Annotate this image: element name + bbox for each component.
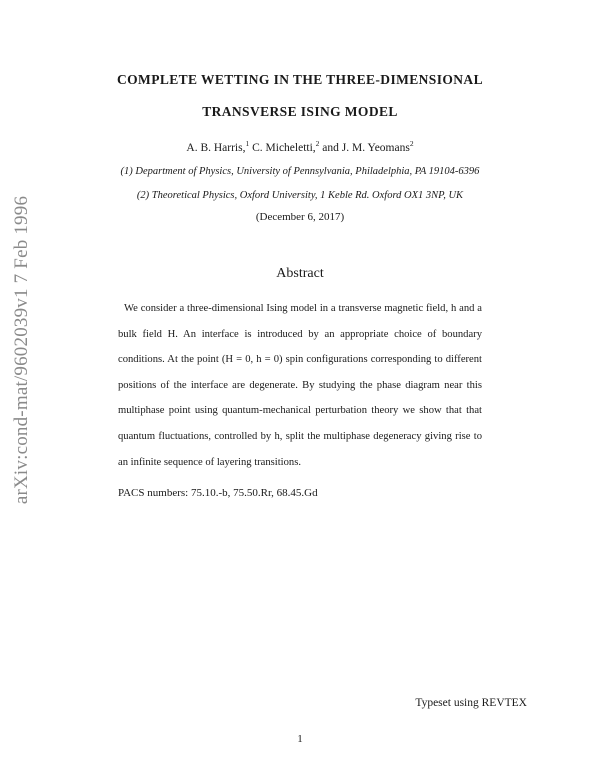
- affiliation-1: (1) Department of Physics, University of Pennsylvania, Philadelphia, PA 19104-6396: [120, 166, 480, 177]
- author-1: A. B. Harris,: [186, 141, 246, 154]
- author-2: C. Micheletti,: [249, 141, 316, 154]
- author-3-affiliation-mark: 2: [409, 139, 414, 148]
- affiliation-2: (2) Theoretical Physics, Oxford University, 1 Keble Rd. Oxford OX1 3NP, UK: [136, 190, 464, 201]
- arxiv-identifier: arXiv:cond-mat/9602039v1 7 Feb 1996: [11, 195, 32, 505]
- paper-date: (December 6, 2017): [255, 211, 345, 223]
- abstract-body: We consider a three-dimensional Ising model in a transverse magnetic field, h and a bulk field H. An interface is introduced by an appropriate choice of boundary conditions. At the point (H = 0, h = 0) spin configurations corresponding to different positions of the interface are degenerate. By studying the phase diagram near this multiphase point using quantum-mechanical perturbation theory we show that that quantum fluctuations, controlled by h, split the multiphase degeneracy giving rise to an infinite sequence of layering transitions.: [118, 303, 482, 468]
- author-1-affiliation-mark: 1: [245, 139, 250, 148]
- abstract-heading: Abstract: [276, 266, 324, 281]
- title-line-2: TRANSVERSE ISING MODEL: [202, 104, 398, 119]
- author-2-affiliation-mark: 2: [315, 139, 320, 148]
- arxiv-side-stamp: [2, 170, 42, 530]
- author-3: and J. M. Yeomans: [319, 141, 410, 154]
- typeset-note: Typeset using REVTEX: [415, 697, 527, 709]
- paper-title: [60, 64, 540, 128]
- pacs-numbers: PACS numbers: 75.10.-b, 75.50.Rr, 68.45.Gd: [118, 487, 318, 499]
- page-number: 1: [297, 733, 303, 745]
- author-list: [60, 139, 540, 154]
- title-line-1: COMPLETE WETTING IN THE THREE-DIMENSIONAL: [117, 72, 483, 87]
